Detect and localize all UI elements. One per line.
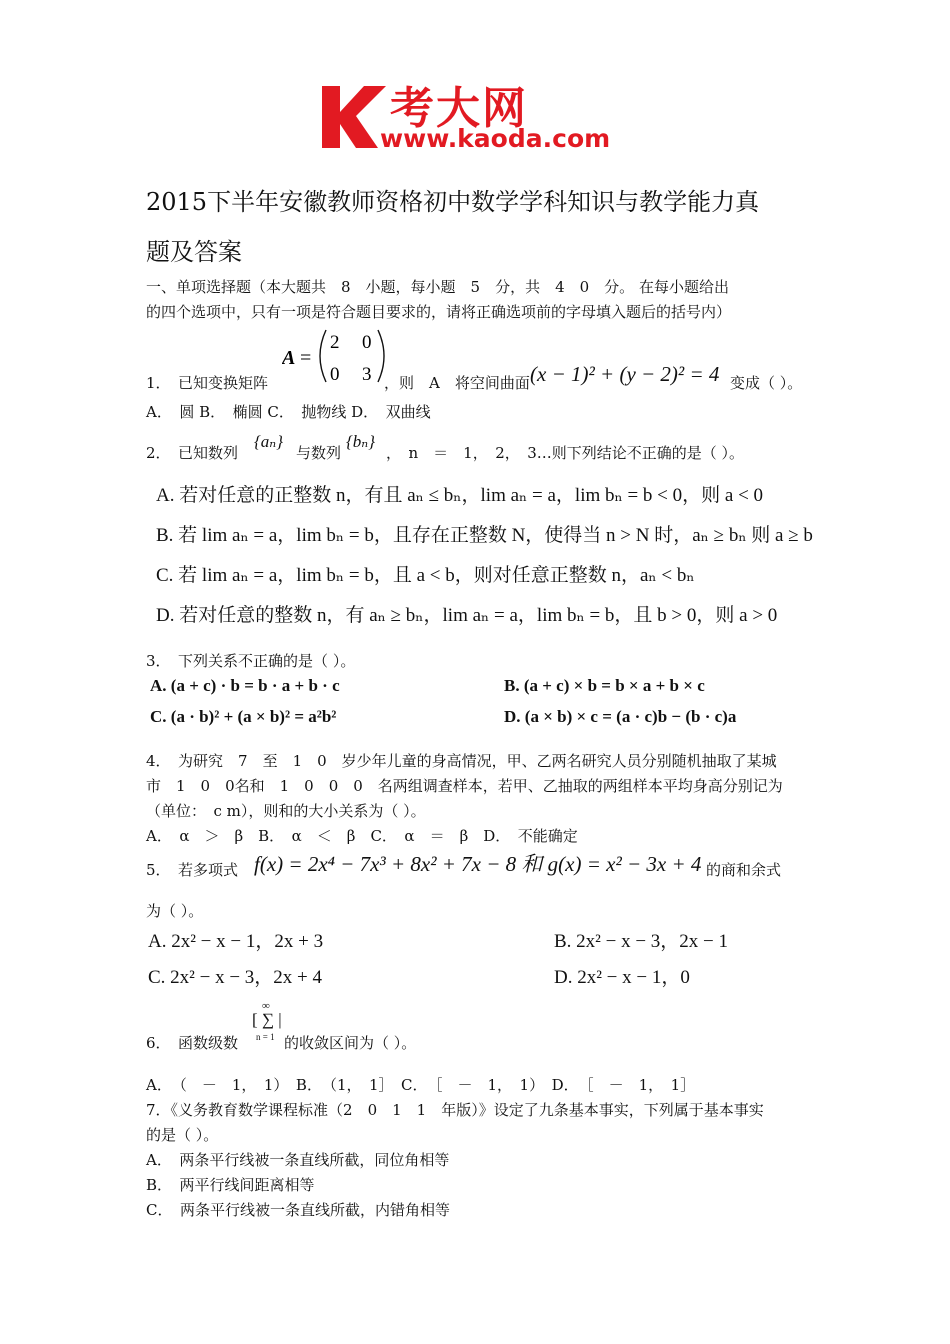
q5-formula: f(x) = 2x⁴ − 7x³ + 8x² + 7x − 8 和 g(x) = x² − 3x + 4	[254, 852, 702, 876]
q5-option-b: B. 2x² − x − 3，2x − 1	[554, 931, 729, 952]
svg-text:=: =	[300, 347, 312, 369]
q6-stem-suffix: 的收敛区间为（ ）。	[284, 1034, 417, 1052]
q6-sum-top: ∞	[262, 1000, 270, 1012]
q6-stem-prefix: 6． 函数级数	[146, 1034, 239, 1052]
q2-seq-b: {bₙ}	[346, 432, 375, 451]
logo-url-text: www.kaoda.com	[380, 124, 611, 153]
q6-sum-bottom: n = 1	[256, 1032, 275, 1042]
page-title-line1: 2015下半年安徽教师资格初中数学学科知识与教学能力真	[146, 188, 760, 216]
q2-option-d: D. 若对任意的整数 n，有 aₙ ≥ bₙ，lim aₙ = a，lim bₙ = b，且 b > 0，则 a > 0	[156, 605, 778, 626]
q2-option-b: B. 若 lim aₙ = a，lim bₙ = b，且存在正整数 N，使得当 n > N 时，aₙ ≥ bₙ 则 a ≥ b	[156, 525, 813, 546]
q3-stem: 3． 下列关系不正确的是（ ）。	[146, 652, 356, 670]
q1-formula: (x − 1)² + (y − 2)² = 4	[530, 362, 720, 386]
q3-option-c: C. (a · b)² + (a × b)² = a²b²	[150, 707, 337, 726]
q5-option-d: D. 2x² − x − 1，0	[554, 967, 690, 988]
q2-option-a: A. 若对任意的正整数 n，有且 aₙ ≤ bₙ，lim aₙ = a，lim bₙ = b < 0，则 a < 0	[156, 485, 764, 506]
q3-option-b: B. (a + c) × b = b × a + b × c	[504, 676, 705, 695]
q2-option-c: C. 若 lim aₙ = a，lim bₙ = b，且 a < b，则对任意正整数 n，aₙ < bₙ	[156, 565, 695, 586]
q2-stem-mid: 与数列	[296, 444, 342, 462]
q4-line2: 市 1 0 0名和 1 0 0 0 名两组调查样本，若甲、乙抽取的两组样本平均身高分别记为	[146, 777, 783, 795]
q1-matrix-cell: 3	[362, 364, 372, 385]
q1-stem-prefix: 1． 已知变换矩阵	[146, 374, 269, 392]
q6-options: A． （ － 1， 1） B． （1， 1］ C． ［ － 1， 1） D． ［ － 1， 1］	[146, 1076, 696, 1094]
section-heading-line1: 一、单项选择题（本大题共 8 小题，每小题 5 分，共 4 0 分。 在每小题给出	[146, 278, 729, 296]
q1-matrix-cell: 0	[330, 364, 340, 385]
q4-options: A． α ＞ β B． α ＜ β C． α ＝ β D． 不能确定	[146, 827, 578, 845]
q2-stem-suffix: ， n ＝ 1， 2， 3…则下列结论不正确的是（ ）。	[386, 444, 745, 462]
q5-stem-prefix: 5． 若多项式	[146, 861, 239, 879]
q1-stem-mid: ，则 A 将空间曲面	[384, 374, 530, 392]
q5-option-a: A. 2x² − x − 1，2x + 3	[148, 931, 324, 952]
q4-line3: （单位： c m），则和的大小关系为（ ）。	[146, 802, 426, 820]
q7-option-b: B． 两平行线间距离相等	[146, 1176, 315, 1194]
q6-sum-symbol: [ ∑ |	[252, 1010, 282, 1029]
q1-stem-suffix: 变成（ ）。	[730, 374, 803, 392]
q1-matrix-cell: 2	[330, 332, 340, 353]
q7-line2: 的是（ ）。	[146, 1126, 219, 1144]
q1-options: A． 圆 B． 椭圆 C． 抛物线 D． 双曲线	[146, 403, 431, 421]
q2-stem-prefix: 2． 已知数列	[146, 444, 239, 462]
section-heading-line2: 的四个选项中，只有一项是符合题目要求的，请将正确选项前的字母填入题后的括号内）	[146, 303, 732, 321]
q5-option-c: C. 2x² − x − 3，2x + 4	[148, 967, 323, 988]
q2-seq-a: {aₙ}	[254, 432, 283, 451]
q1-matrix-label: A	[282, 347, 296, 369]
q5-stem-suffix: 的商和余式	[706, 861, 782, 879]
page-title-line2: 题及答案	[146, 238, 242, 266]
q3-option-a: A. (a + c) · b = b · a + b · c	[150, 676, 340, 695]
q1-matrix	[282, 326, 390, 386]
q3-option-d: D. (a × b) × c = (a · c)b − (b · c)a	[504, 707, 737, 726]
q5-line2: 为（ ）。	[146, 902, 204, 920]
q7-line1: 7．《义务教育数学课程标准（2 0 1 1 年版）》设定了九条基本事实，下列属于基本事实	[146, 1101, 764, 1119]
q7-option-c: C． 两条平行线被一条直线所截，内错角相等	[146, 1201, 450, 1219]
logo-chinese-text: 考大网	[390, 83, 528, 134]
q1-matrix-cell: 0	[362, 332, 372, 353]
q4-line1: 4． 为研究 7 至 1 0 岁少年儿童的身高情况，甲、乙两名研究人员分别随机抽取了某城	[146, 752, 777, 770]
q7-option-a: A． 两条平行线被一条直线所截，同位角相等	[146, 1151, 450, 1169]
